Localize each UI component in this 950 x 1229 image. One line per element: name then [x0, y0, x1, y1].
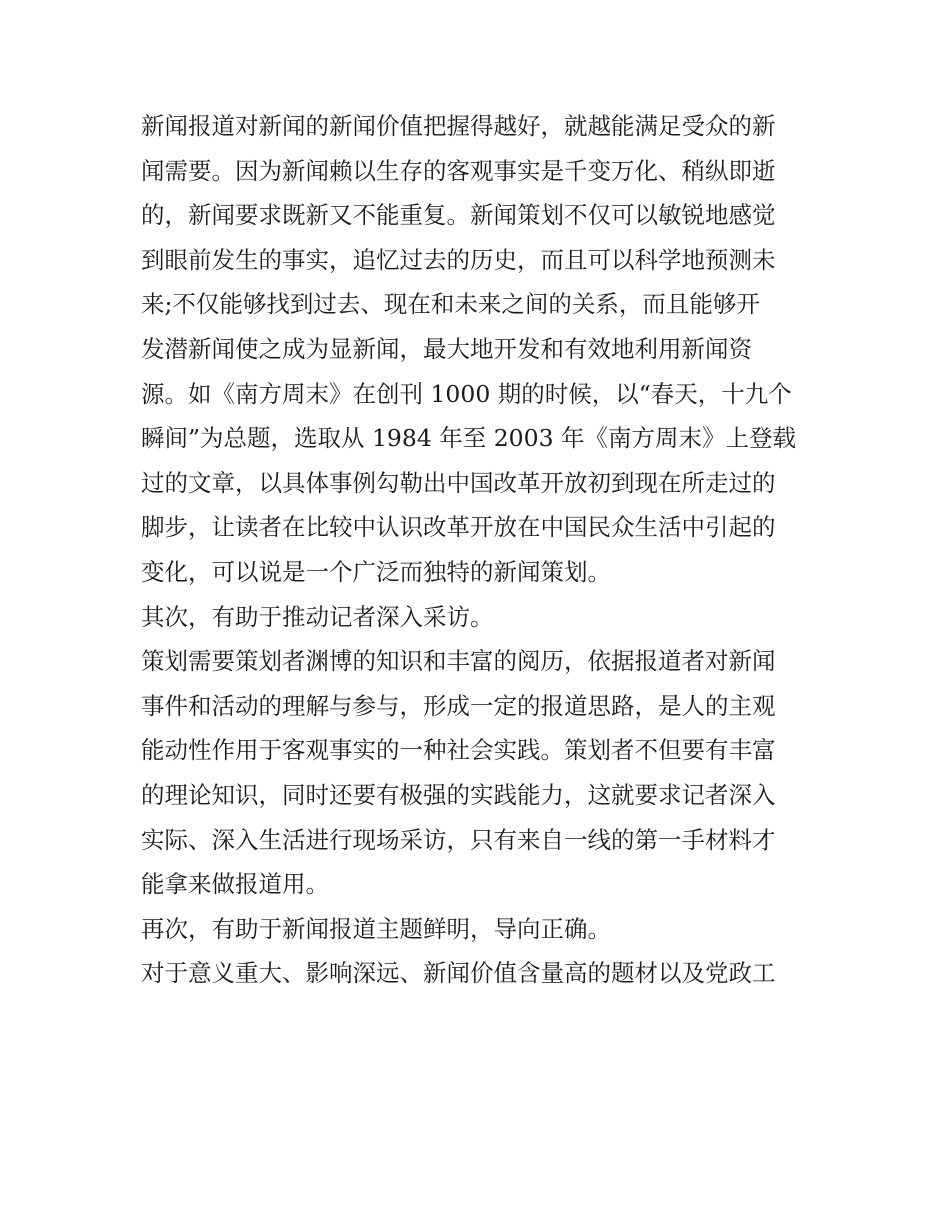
text-line: 过的文章，以具体事例勾勒出中国改革开放初到现在所走过的	[141, 468, 776, 497]
text-line: 瞬间”为总题，选取从 1984 年至 2003 年《南方周末》上登载	[141, 424, 797, 453]
section-heading: 其次，有助于推动记者深入采访。	[141, 602, 494, 631]
text-line: 新闻报道对新闻的新闻价值把握得越好，就越能满足受众的新	[141, 112, 776, 140]
text-line: 能拿来做报道用。	[141, 870, 329, 899]
text-line: 对于意义重大、影响深远、新闻价值含量高的题材以及党政工	[141, 959, 776, 988]
section-heading: 再次，有助于新闻报道主题鲜明，导向正确。	[141, 914, 611, 943]
text-line: 来;不仅能够找到过去、现在和未来之间的关系，而且能够开	[141, 290, 760, 319]
text-line: 能动性作用于客观事实的一种社会实践。策划者不但要有丰富	[141, 736, 776, 765]
text-line: 闻需要。因为新闻赖以生存的客观事实是千变万化、稍纵即逝	[141, 156, 776, 185]
text-line: 策划需要策划者渊博的知识和丰富的阅历，依据报道者对新闻	[141, 647, 776, 676]
text-line: 的，新闻要求既新又不能重复。新闻策划不仅可以敏锐地感觉	[141, 201, 776, 230]
text-line: 实际、深入生活进行现场采访，只有来自一线的第一手材料才	[141, 825, 776, 854]
text-line: 到眼前发生的事实，追忆过去的历史，而且可以科学地预测未	[141, 245, 776, 274]
text-line: 的理论知识，同时还要有极强的实践能力，这就要求记者深入	[141, 780, 776, 809]
body-text	[141, 104, 821, 996]
text-line: 变化，可以说是一个广泛而独特的新闻策划。	[141, 557, 611, 586]
text-line: 发潜新闻使之成为显新闻，最大地开发和有效地利用新闻资	[141, 334, 752, 363]
text-line: 源。如《南方周末》在创刊 1000 期的时候，以“春天，十九个	[141, 379, 792, 408]
text-line: 事件和活动的理解与参与，形成一定的报道思路，是人的主观	[141, 691, 776, 720]
text-line: 脚步，让读者在比较中认识改革开放在中国民众生活中引起的	[141, 513, 776, 542]
